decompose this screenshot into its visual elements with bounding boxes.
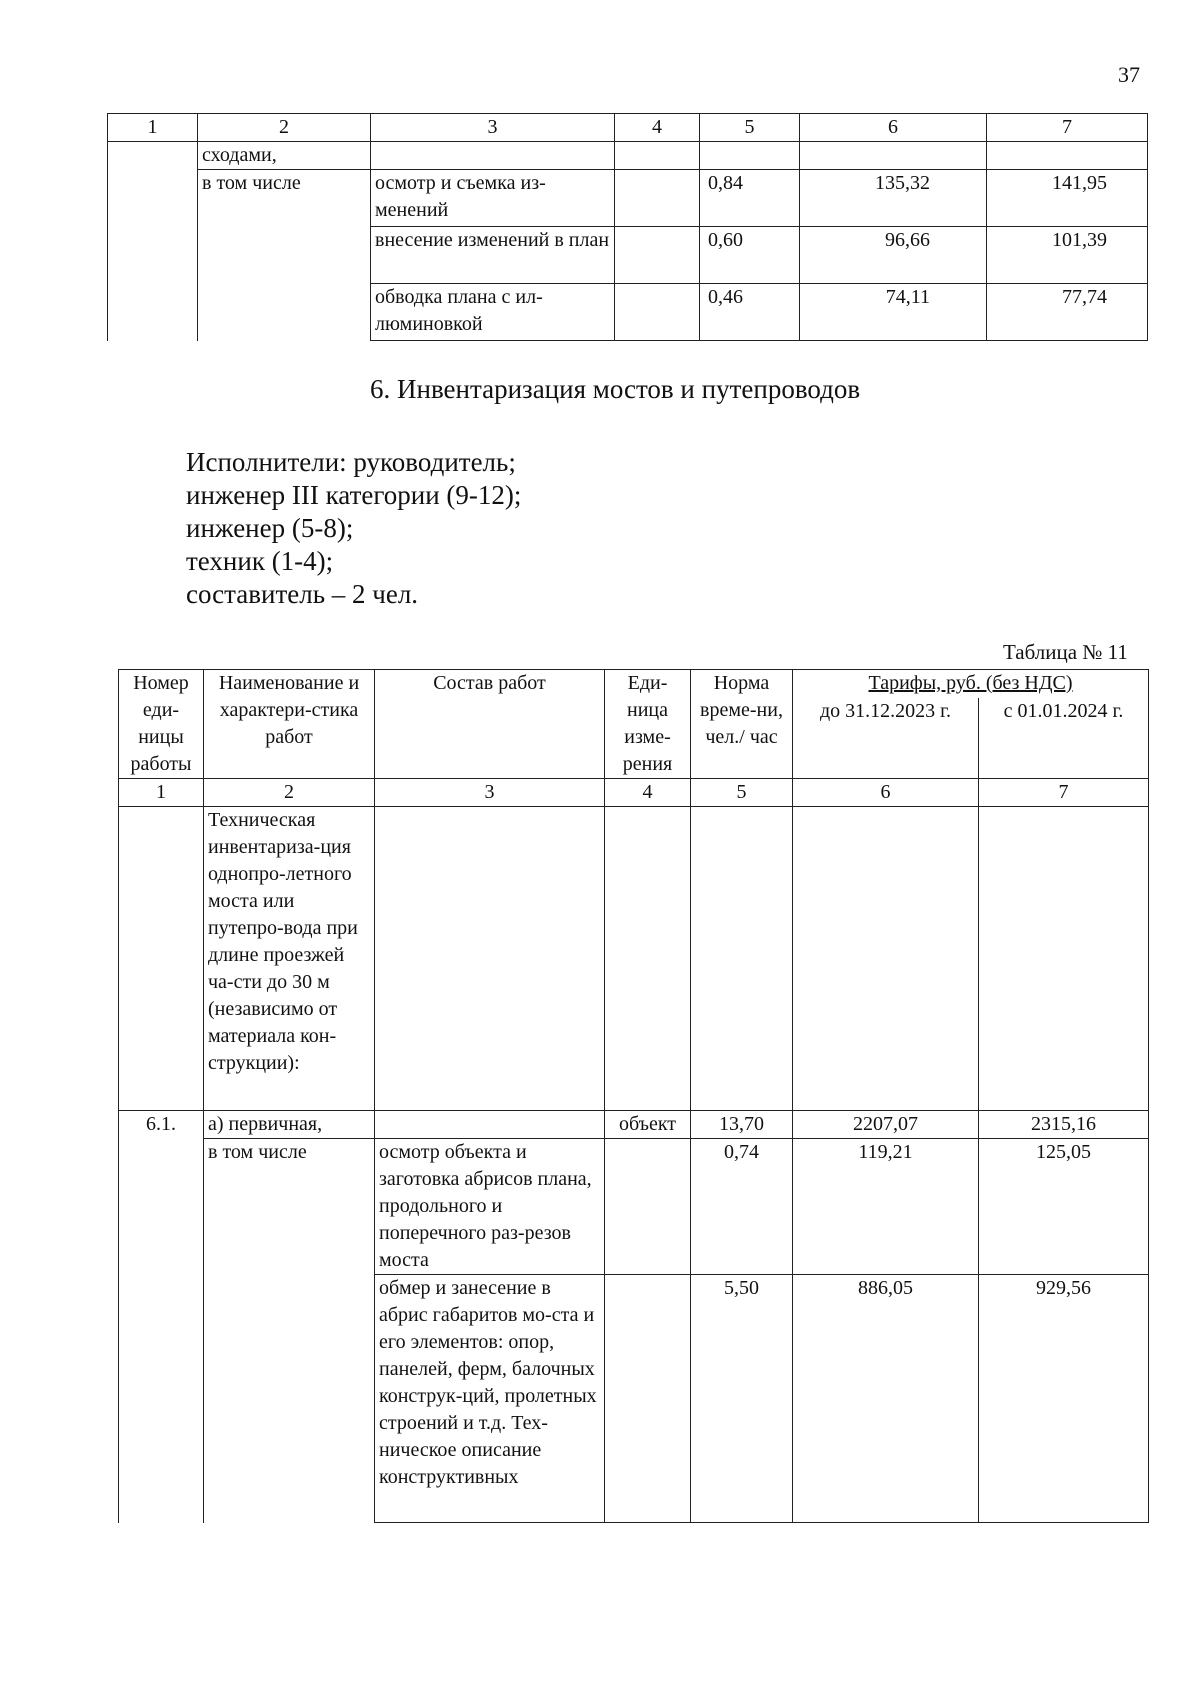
work-cell: обмер и занесение в абрис габаритов мо-ста и его элементов: опор, панелей, ферм, балочных конструк-ций, пролетных строений и т.д. Тех-ническое описание конструктивных [375, 1275, 605, 1523]
tariff-2024-cell: 77,74 [987, 284, 1148, 341]
tariff-2023-cell: 96,66 [800, 227, 987, 284]
work-cell: осмотр и съемка из-менений [371, 170, 615, 227]
tariffs-label: Тарифы, руб. (без НДС) [868, 672, 1073, 694]
col-number: 7 [987, 114, 1148, 142]
item-name-cell: а) первичная, [204, 1111, 375, 1139]
item-number-cell: 6.1. [119, 1111, 204, 1523]
col-number: 7 [979, 779, 1149, 807]
col-number: 1 [108, 114, 198, 142]
header-tariffs [793, 670, 1149, 698]
tariff-2024-cell: 125,05 [979, 1139, 1149, 1275]
norm-cell: 0,84 [700, 170, 800, 227]
performer-line: Исполнители: руководитель; [186, 447, 516, 477]
table-row [108, 142, 1148, 170]
col-number: 5 [700, 114, 800, 142]
work-cell: внесение изменений в план [371, 227, 615, 284]
col-number: 4 [615, 114, 700, 142]
norm-cell: 5,50 [691, 1275, 793, 1523]
col-number: 3 [371, 114, 615, 142]
tariff-2024-cell: 2315,16 [979, 1111, 1149, 1139]
work-name-cell: сходами, [198, 142, 371, 170]
tariff-2023-cell: 135,32 [800, 170, 987, 227]
col-number: 6 [793, 779, 979, 807]
col-number: 6 [800, 114, 987, 142]
header-work-content: Состав работ [375, 670, 605, 779]
performer-line: составитель – 2 чел. [186, 579, 419, 609]
performers-list [186, 446, 521, 611]
work-cell: осмотр объекта и заготовка абрисов плана, продольного и поперечного раз-резов моста [375, 1139, 605, 1275]
tariff-2023-cell: 119,21 [793, 1139, 979, 1275]
header-tariff-2024: с 01.01.2024 г. [979, 698, 1149, 779]
table-row [119, 807, 1149, 1111]
table-row [108, 170, 1148, 227]
tariff-2024-cell: 101,39 [987, 227, 1148, 284]
col-number: 3 [375, 779, 605, 807]
tariff-2023-cell: 886,05 [793, 1275, 979, 1523]
header-unit-number: Номер еди-ницы работы [119, 670, 204, 779]
column-number-row [119, 779, 1149, 807]
column-number-row [108, 114, 1148, 142]
col-number: 4 [605, 779, 691, 807]
col-number: 2 [198, 114, 371, 142]
performer-line: инженер (5-8); [186, 513, 354, 543]
norm-cell: 13,70 [691, 1111, 793, 1139]
col-number: 2 [204, 779, 375, 807]
norm-cell: 0,60 [700, 227, 800, 284]
header-work-name: Наименование и характери-стика работ [204, 670, 375, 779]
header-tariff-2023: до 31.12.2023 г. [793, 698, 979, 779]
empty-cell [108, 142, 198, 341]
unit-cell: объект [605, 1111, 691, 1139]
header-unit: Еди-ница изме-рения [605, 670, 691, 779]
tariff-2023-cell: 2207,07 [793, 1111, 979, 1139]
continuation-table [107, 113, 1148, 341]
section-title: 6. Инвентаризация мостов и путепроводов [370, 374, 861, 404]
including-label: в том числе [204, 1139, 375, 1523]
including-label: в том числе [198, 170, 371, 341]
norm-cell: 0,46 [700, 284, 800, 341]
performer-line: техник (1-4); [186, 546, 334, 576]
table-caption: Таблица № 11 [1003, 640, 1128, 664]
table-row [119, 1111, 1149, 1139]
norm-cell: 0,74 [691, 1139, 793, 1275]
col-number: 5 [691, 779, 793, 807]
header-row [119, 670, 1149, 698]
header-norm: Норма време-ни, чел./ час [691, 670, 793, 779]
work-cell: обводка плана с ил-люминовкой [371, 284, 615, 341]
tariff-2023-cell: 74,11 [800, 284, 987, 341]
tariff-2024-cell: 929,56 [979, 1275, 1149, 1523]
col-number: 1 [119, 779, 204, 807]
tariff-table [118, 669, 1149, 1523]
page-number: 37 [1118, 62, 1140, 87]
table-row [119, 1139, 1149, 1275]
performer-line: инженер III категории (9-12); [186, 480, 522, 510]
tariff-2024-cell: 141,95 [987, 170, 1148, 227]
group-title-cell: Техническая инвентариза-ция однопро-летного моста или путепро-вода при длине проезжей ча-сти до 30 м (независимо от материала кон-струкции): [204, 807, 375, 1111]
